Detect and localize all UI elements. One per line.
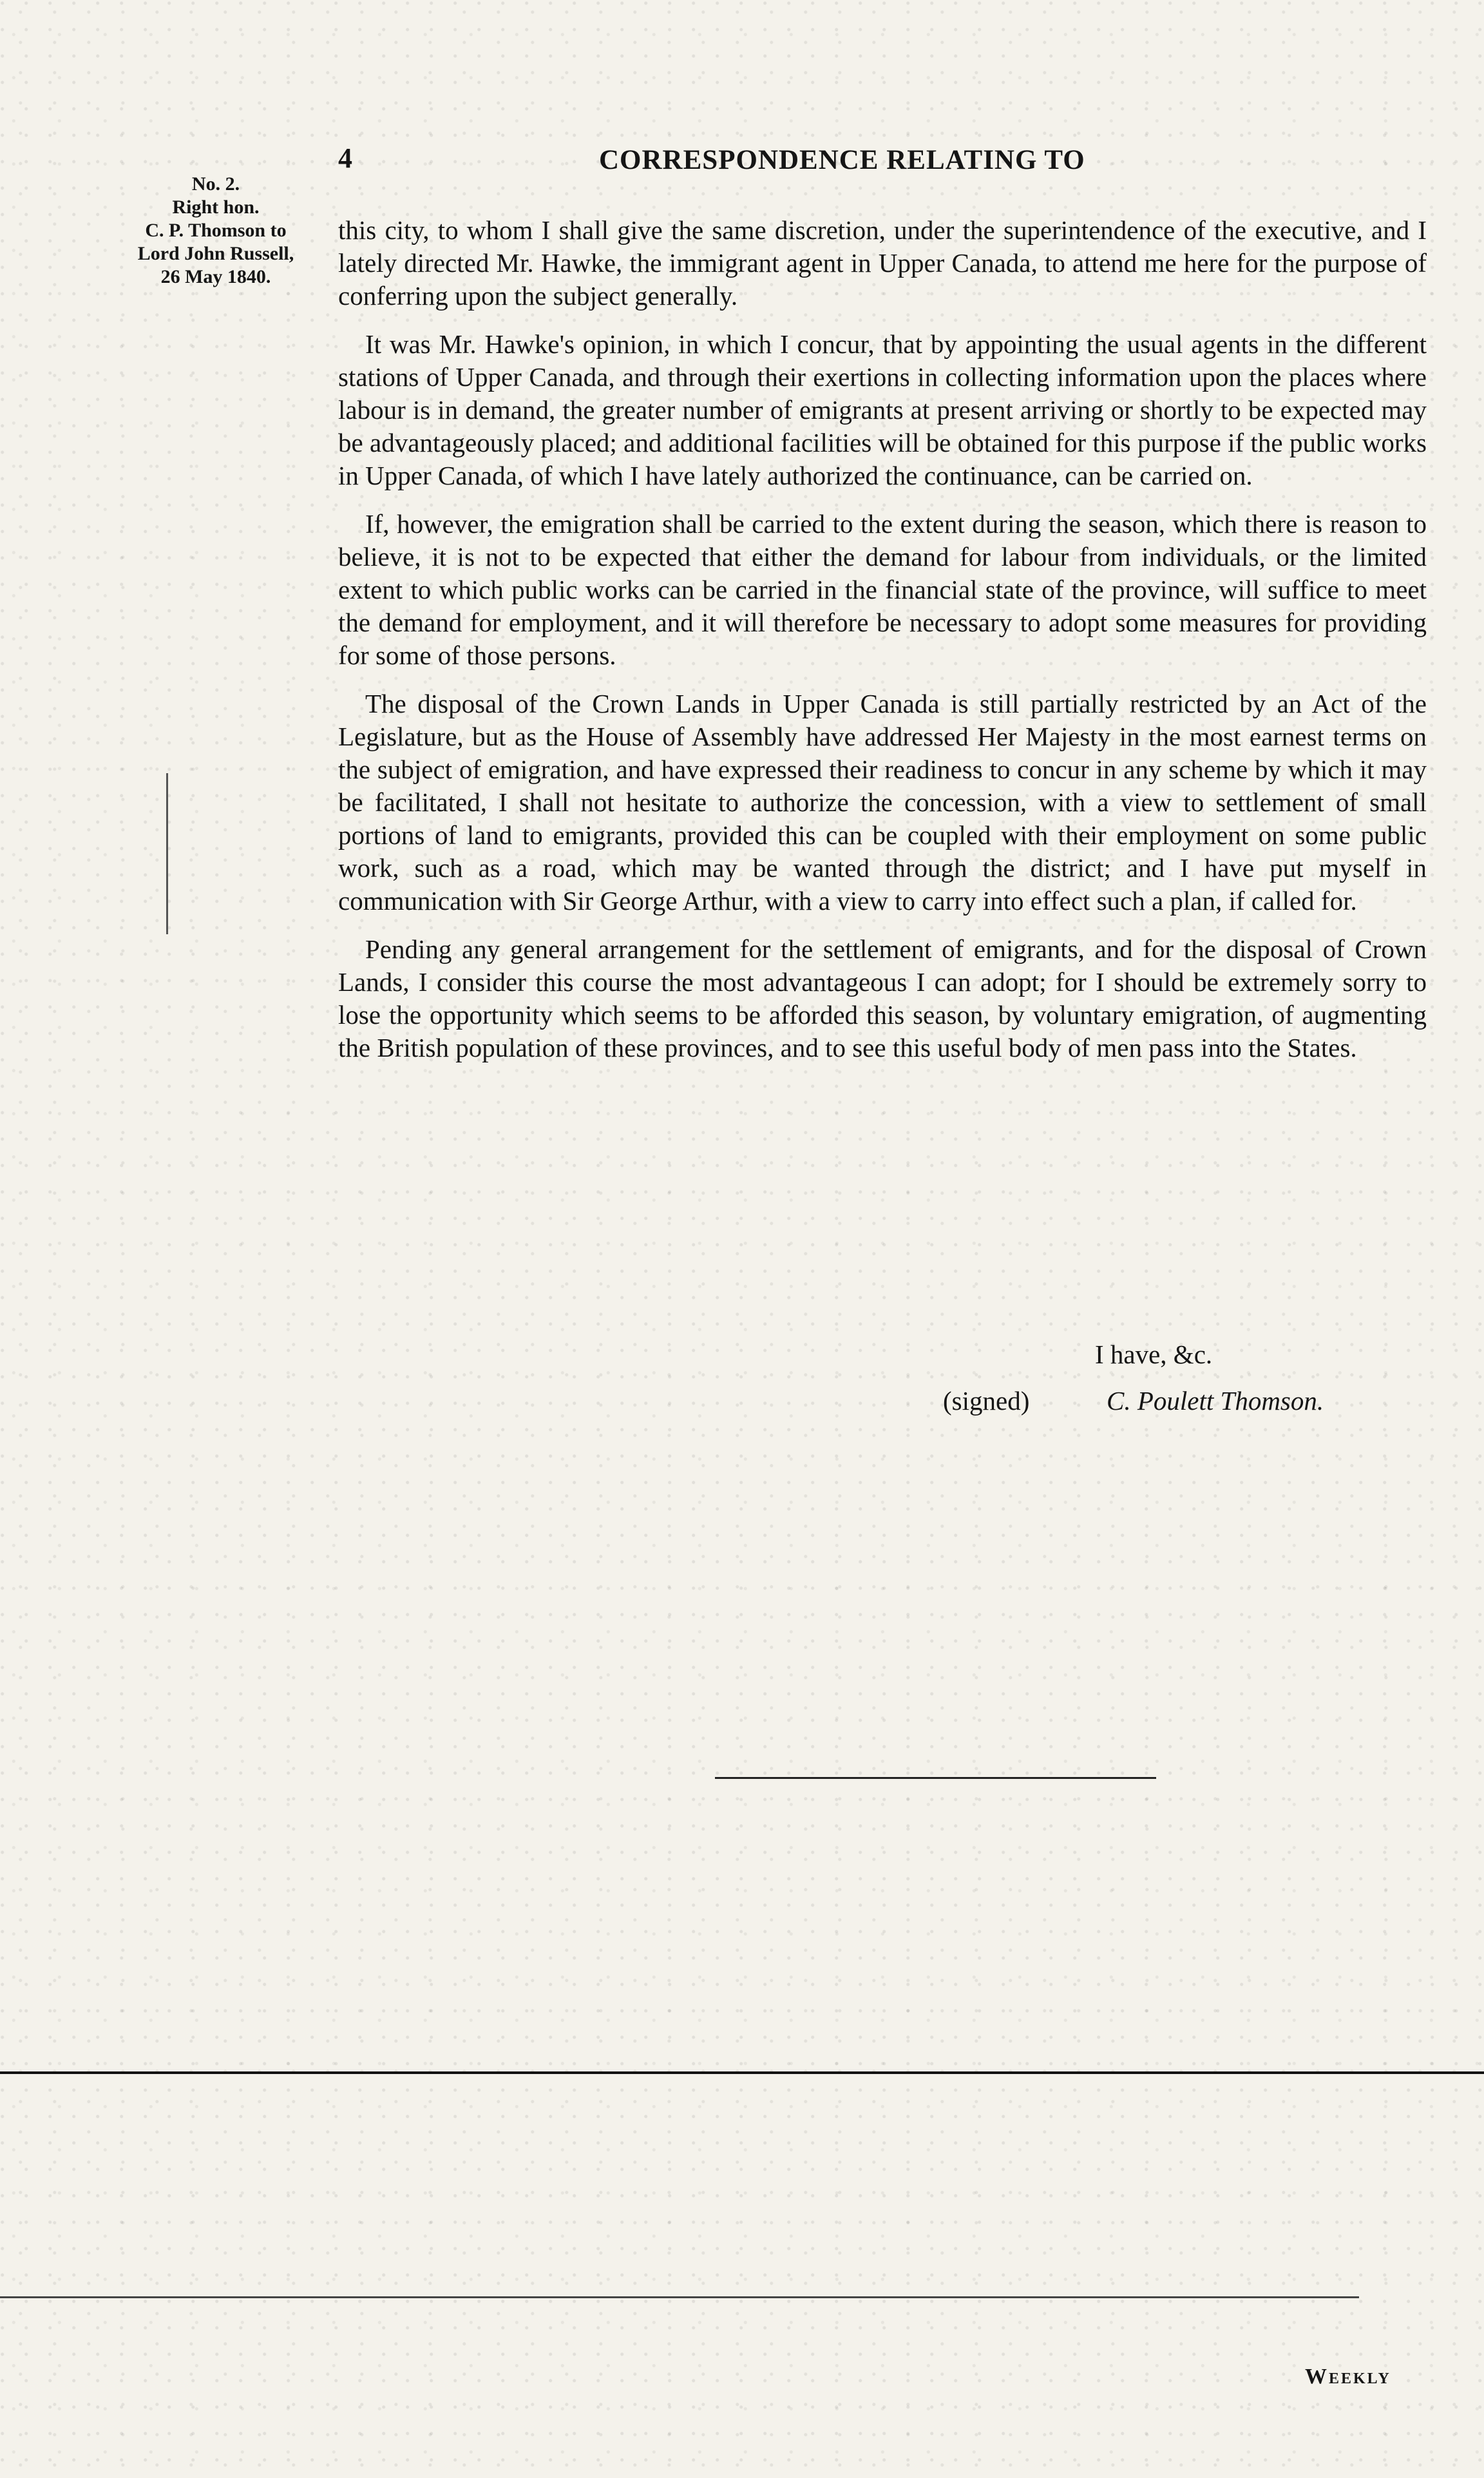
margin-note — [103, 173, 328, 289]
section-divider — [715, 1777, 1156, 1779]
margin-note-line: 26 May 1840. — [160, 266, 271, 287]
signed-label: (signed) — [943, 1386, 1030, 1416]
page-number: 4 — [338, 142, 352, 174]
margin-note-line: No. 2. — [191, 173, 240, 195]
margin-mark — [166, 773, 168, 934]
closing-salutation: I have, &c. — [1095, 1340, 1213, 1369]
signature: C. Poulett Thomson. — [1107, 1386, 1324, 1416]
margin-note-line: Right hon. — [172, 197, 260, 218]
letter-body — [338, 214, 1427, 1080]
margin-note-line: Lord John Russell, — [137, 243, 294, 264]
paragraph: The disposal of the Crown Lands in Upper Canada is still partially restricted by an Act of the Legislature, but as the House of Assembly have addressed Her Majesty in the most earnest terms on the subject of emigration, and have expressed their readiness to concur in any scheme by which it may be facilitated, I shall not hesitate to authorize the concession, with a view to settlement of small portions of land to emigrants, provided this can be coupled with their employment on some public work, such as a road, which may be wanted through the district; and I have put myself in communication with Sir George Arthur, with a view to carry into effect such a plan, if called for. — [338, 689, 1427, 916]
margin-note-line: C. P. Thomson to — [145, 220, 287, 241]
paragraph: It was Mr. Hawke's opinion, in which I concur, that by appointing the usual agents in the different stations of Upper Canada, and through their exertions in collecting information upon the places where labour is in demand, the greater number of emigrants at present arriving or shortly to be expected may be advantageously placed; and additional facilities will be obtained for this purpose if the public works in Upper Canada, of which I have lately authorized the continuance, can be carried on. — [338, 329, 1427, 490]
paragraph: Pending any general arrangement for the settlement of emigrants, and for the disposal of Crown Lands, I consider this course the most advantageous I can adopt; for I should be extremely sorry to lose the opportunity which seems to be afforded this season, by voluntary emigration, of augmenting the British population of these provinces, and to see this useful body of men pass into the States. — [338, 934, 1427, 1062]
catchword: Weekly — [1305, 2365, 1391, 2388]
running-title: CORRESPONDENCE RELATING TO — [599, 145, 1085, 175]
paragraph: this city, to whom I shall give the same discretion, under the superintendence of the executive, and I lately directed Mr. Hawke, the immigrant agent in Upper Canada, to attend me here for the purpose of conferring upon the subject generally. — [338, 215, 1427, 311]
page-rule — [0, 2071, 1484, 2074]
bottom-rule — [0, 2296, 1359, 2298]
paragraph: If, however, the emigration shall be carried to the extent during the season, which there is reason to believe, it is not to be expected that either the demand for labour from individuals, or the limited extent to which public works can be carried in the financial state of the province, will suffice to meet the demand for employment, and it will therefore be necessary to adopt some measures for providing for some of those persons. — [338, 509, 1427, 670]
